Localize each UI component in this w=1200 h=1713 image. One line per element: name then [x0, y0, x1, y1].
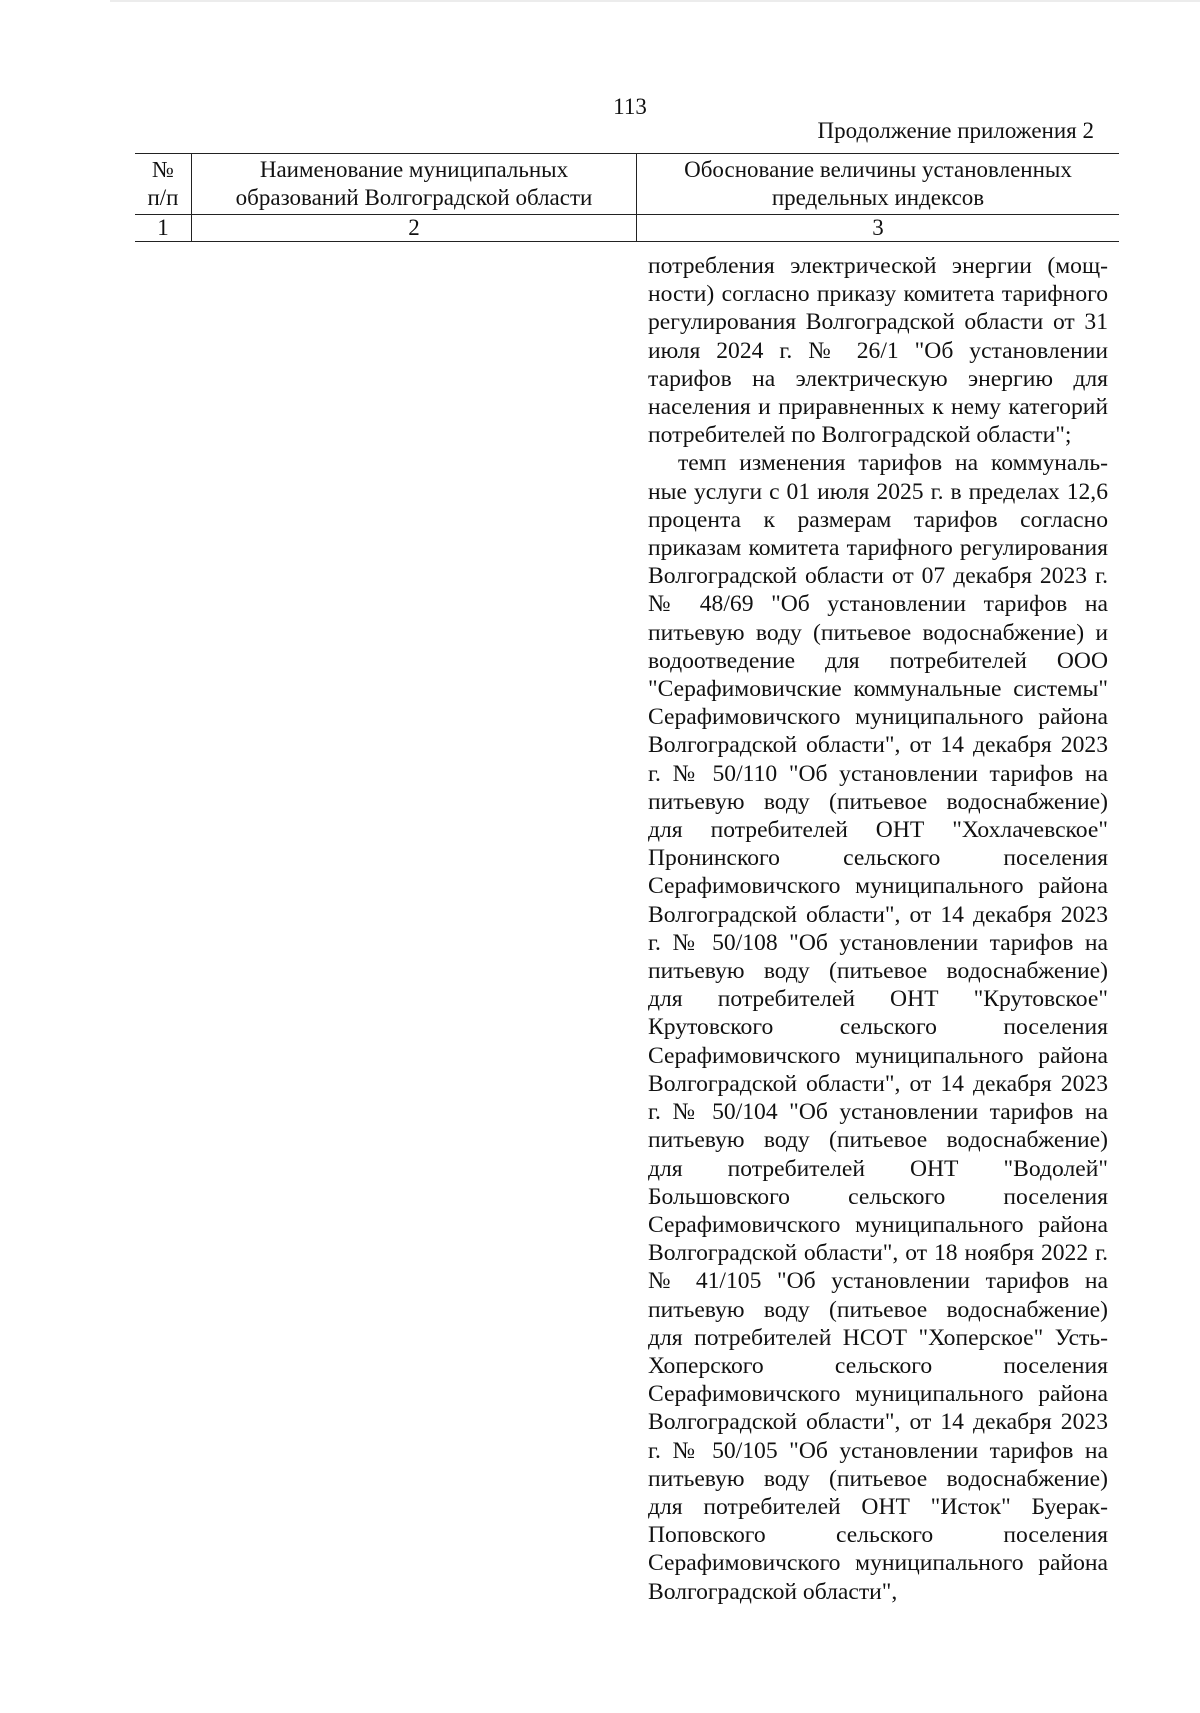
table-header [135, 153, 1119, 242]
header-col-municipality-line2: образований Волгоградской области [235, 185, 593, 210]
header-col-number [135, 154, 192, 214]
header-col-justification [637, 154, 1119, 214]
header-col-justification-line2: предельных индексов [771, 185, 985, 210]
header-col-justification-line1: Обоснование величины установленных [684, 157, 1072, 182]
column-number-3: 3 [872, 215, 884, 240]
header-col-municipality [192, 154, 637, 214]
column-number-1: 1 [135, 215, 192, 241]
header-col-municipality-line1: Наименование муниципальных [259, 157, 569, 182]
scan-edge [110, 0, 1200, 2]
column-number-row [135, 214, 1119, 241]
header-col-number-line2: п/п [147, 185, 179, 210]
justification-paragraph-1: потребления электрической энергии (мощности) согласно приказу комитета тарифного регулирования Волгоградской области от 31 июля 2024 г. № 26/1 "Об установлении тарифов на электрическую энергию для населения и приравненных к нему категорий потребителей по Волгоградской области"; [648, 253, 1108, 449]
justification-paragraph-2: темп изменения тарифов на коммунальные услуги с 01 июля 2025 г. в пределах 12,6 процента к размерам тарифов согласно приказам комитета тарифного регулирования Волгоградской области от 07 декабря 2023 г. № 48/69 "Об установлении тарифов на питьевую воду (питьевое водоснабжение) и водоотведение для потребителей ООО "Серафимовичские коммунальные системы" Серафимовичского муниципального района Волгоградской области", от 14 декабря 2023 г. № 50/110 "Об установлении тарифов на питьевую воду (питьевое водоснабжение) для потребителей ОНТ "Хохлачевское" Пронинского сельского поселения Серафимовичского муниципального района Волгоградской области", от 14 декабря 2023 г. № 50/108 "Об установлении тарифов на питьевую воду (питьевое водоснабжение) для потребителей ОНТ "Крутовское" Крутовского сельского поселения Серафимовичского муниципального района Волгоградской области", от 14 декабря 2023 г. № 50/104 "Об установлении тарифов на питьевую воду (питьевое водоснабжение) для потребителей ОНТ "Водолей" Большовского сельского поселения Серафимовичского муниципального района Волгоградской области", от 18 ноября 2022 г. № 41/105 "Об установлении тарифов на питьевую воду (питьевое водоснабжение) для потребителей НСОТ "Хоперское" Усть-Хоперского сельского поселения Серафимовичского муниципального района Волгоградской области", от 14 декабря 2023 г. № 50/105 "Об установлении тарифов на питьевую воду (питьевое водоснабжение) для потребителей ОНТ "Исток" Буерак-Поповского сельского поселения Серафимовичского муниципального района Волгоградской области", [648, 450, 1108, 1605]
header-col-number-line1: № [152, 157, 174, 182]
continuation-label: Продолжение приложения 2 [817, 118, 1094, 143]
page-number: 113 [613, 94, 647, 119]
header-row [135, 154, 1119, 214]
justification-text [648, 252, 1108, 1606]
column-number-2: 2 [192, 215, 637, 241]
